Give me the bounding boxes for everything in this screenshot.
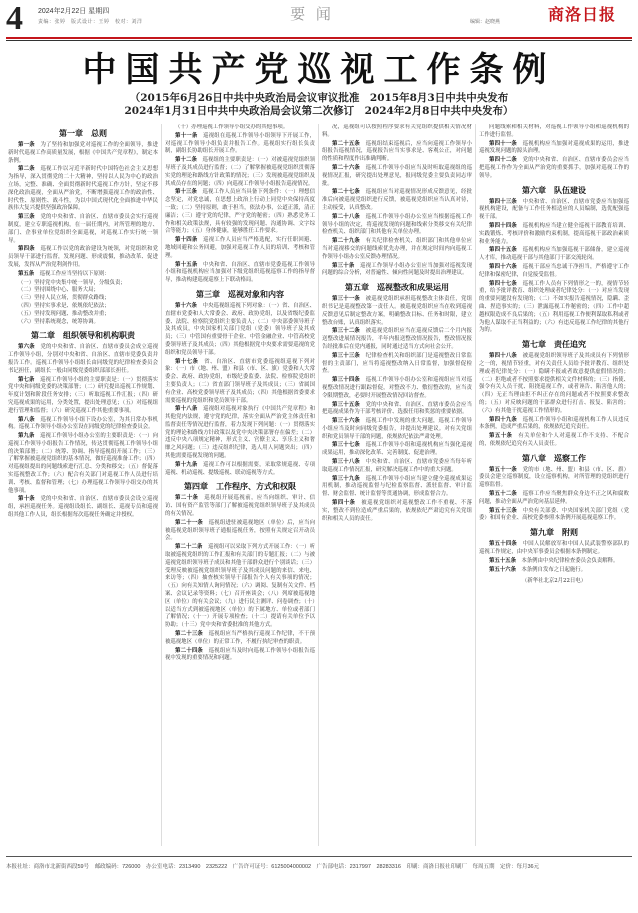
article-text: 有关纪律检查机关、组织部门和其他单位应当对巡视移交的问题线索优先办理，并在规定时间内向巡视工作领导小组办公室反馈办理情况。 xyxy=(322,238,472,260)
article-number: 第二十七条 xyxy=(332,189,361,196)
article-paragraph xyxy=(322,214,472,237)
article-number: 第四十条 xyxy=(332,500,356,507)
article-text: 巡视工作可以根据需要，采取常规巡视、专项巡视、机动巡视、提级巡视、联动巡视等方式。 xyxy=(165,461,315,476)
article-number: 第四十六条 xyxy=(489,263,518,270)
article-paragraph xyxy=(8,417,158,433)
article-text: 中央有关部委、中央国家机关部门党组（党委）和国有企业、高校党委参照本条例开展巡视巡察工作。 xyxy=(479,507,629,522)
article-text: 中央巡视组巡视下列对象：（一）省、自治区、直辖市党委和人大常委会、政府、政协党组，以及省级纪委监委、法院、检察院党组织主要负责人；（二）中央部委领导班子及其成员，中央国家机关部门党组（党委）领导班子及其成员；（三）中管国有重要骨干企业、中管金融企业、中管高校党委领导班子及其成员；（四）其他根据党中央要求需要巡视的党组织和党员领导干部。 xyxy=(165,302,315,356)
article-paragraph xyxy=(322,476,472,499)
article-paragraph xyxy=(479,417,629,433)
article-text: 巡视工作领导小组应当及时听取巡视组的巡视情况汇报，研究提出处理意见，报同级党委主要负责同志审批。 xyxy=(322,164,472,187)
article-paragraph xyxy=(479,353,629,415)
article-number: 第二十四条 xyxy=(175,647,204,654)
chapter-heading: 第二章 组织领导和机构职责 xyxy=(31,331,135,341)
header-rule-dark xyxy=(6,40,632,41)
article-text: 省、自治区、直辖市党委巡视组巡视下列对象：（一）市（地、州、盟）和县（市、区、旗）党委和人大常委会、政府、政协党组，市级纪委监委、法院、检察院党组织主要负责人；（二）省直部门领导班子及其成员；（三）省属国有企业、高校党委领导班子及其成员；（四）其他根据省委要求需要巡视的党组织和党员领导干部。 xyxy=(165,358,315,404)
article-text: 巡视组可以采取下列方式开展工作：（一）听取被巡视党组织的工作汇报和有关部门的专题汇报；（二）与被巡视党组织领导班子成员和其他干部群众进行个别谈话；（三）受理反映被巡视党组织领导班子及其成员问题的来信、来电、来访等；（四）抽查核实领导干部报告个人有关事项的情况；（五）向有关知情人询问情况；（六）调阅、复制有关文件、档案、会议记录等资料；（七）召开座谈会；（八）列席被巡视地区（单位）的有关会议；（九）进行民主测评、问卷调查；（十）以适当方式到被巡视地区（单位）的下属地方、单位或者部门了解情况；（十一）开展专项检查；（十二）提请有关单位予以协助；（十三）党中央和省委批准的其他方式。 xyxy=(165,544,315,629)
article-number: 第三十七条 xyxy=(332,442,361,449)
article-number: 第三条 xyxy=(18,214,35,221)
list-item: （四）坚持实事求是、依规依纪依法； xyxy=(18,302,110,309)
chapter-heading: 第三章 巡视对象和内容 xyxy=(196,289,284,299)
article-paragraph xyxy=(165,262,315,285)
article-number: 第三十九条 xyxy=(332,475,361,482)
article-paragraph xyxy=(8,271,158,279)
article-paragraph xyxy=(165,495,315,518)
article-number: 第十二条 xyxy=(175,157,197,164)
article-paragraph xyxy=(165,631,315,647)
editor-credits: 责编：张婷 版式设计：王婷 校对：刘洋 xyxy=(38,19,143,25)
article-paragraph xyxy=(322,238,472,261)
article-number: 第二十五条 xyxy=(332,140,361,147)
article-text: 巡视工作领导小组和巡视机构应当强化巡视成果运用，推动深化改革、完善制度、促进治理。 xyxy=(322,442,472,457)
article-paragraph xyxy=(8,214,158,245)
article-number: 第五十二条 xyxy=(489,491,518,498)
list-item: （一）坚持党中央集中统一领导，分级负责； xyxy=(18,279,126,286)
article-text: 巡视组在巡视工作领导小组领导下开展工作，对巡视工作领导小组负责并报告工作。巡视组实行组长负责制，副组长协助组长开展工作。 xyxy=(165,132,315,155)
article-number: 第七条 xyxy=(18,376,35,383)
page-header xyxy=(0,0,638,40)
article-number: 第八条 xyxy=(18,416,35,423)
article-paragraph xyxy=(165,648,315,664)
article-number: 第五十六条 xyxy=(489,566,516,573)
list-item: （二）坚持围绕中心、服务大局； xyxy=(18,287,99,294)
article-number: 第二十条 xyxy=(175,495,199,502)
article-text: 中央和省、自治区、直辖市党委巡视工作领导小组和巡视机构应当加强对下级党组织巡视巡察工作的指导督导，推动构建巡视巡察上下联动格局。 xyxy=(165,261,315,284)
text-column xyxy=(165,124,315,846)
article-paragraph xyxy=(165,544,315,630)
article-number: 第四十七条 xyxy=(489,280,518,287)
article-number: 第五十三条 xyxy=(489,507,518,514)
article-text: 巡视工作中发现的重大问题，巡视工作领导小组应当及时向同级党委报告，并提出处理建议。对有关党组织和党员领导干部的问题，依规依纪依法严肃处理。 xyxy=(322,418,472,440)
article-text: 巡视工作以党的政治建设为统领，对党组织和党员领导干部进行监督，发现问题、形成震慑，推动改革、促进发展，发挥从严治党利剑作用。 xyxy=(8,246,158,268)
article-paragraph xyxy=(479,247,629,263)
article-number: 第三十六条 xyxy=(332,418,361,425)
article-text: 巡视工作以习近平新时代中国特色社会主义思想为指导，深入贯彻党的二十大精神，坚持以人民为中心的政治立场，完整、准确、全面贯彻新时代巡视工作方针，坚定不移深化政治巡视，全面从严治党，不断增强巡视工作的政治性、时代性、原则性、战斗性，为以中国式现代化全面推进中华民族伟大复兴提供坚强政治保障。 xyxy=(8,166,158,212)
article-number: 第四十八条 xyxy=(489,353,518,360)
article-text: 巡视组结束巡视后，应当向巡视工作领导小组报告巡视情况，巡视报告应当实事求是、客观公正，对问题的性质和程度作出准确判断。 xyxy=(322,140,472,163)
list-item: （三）坚持人民立场，贯彻群众路线； xyxy=(18,295,110,302)
article-subtitle: 2024年1月31日中共中央政治局会议第二次修订 2024年2月8日中共中央发布） xyxy=(124,105,514,117)
article-text: 巡视工作人员有下列情形之一的，视情节轻重，给予批评教育、组织处理或者纪律处分：（一）对应当发现的重要问题没有发现的；（二）不如实报告巡视情况，隐瞒、歪曲、捏造事实的；（三）泄露巡视工作秘密的；（四）工作中超越权限造成不良后果的；（五）利用巡视工作便利谋取私利或者为他人谋取不正当利益的；（六）有违反巡视工作纪律的其他行为的。 xyxy=(479,280,629,334)
article-number: 第二十八条 xyxy=(332,213,361,220)
article-text: 巡视组应当对巡视情况形成反馈意见，经批准后向被巡视党组织进行反馈，被巡视党组织应当认真对待，主动接受，认真整改。 xyxy=(322,189,472,211)
article-paragraph xyxy=(479,567,629,575)
column-divider xyxy=(161,124,162,846)
article-number: 第五条 xyxy=(18,270,35,277)
article-number: 第二条 xyxy=(18,166,35,173)
article-paragraph xyxy=(479,433,629,449)
article-number: 第四十三条 xyxy=(489,198,518,205)
article-number: 第三十五条 xyxy=(332,401,361,408)
article-text: 巡视工作领导小组应当建立健全巡视成果运用机制，推动巡视监督与纪检监察监督、派驻监督、审计监督、财会监督、统计监督等贯通协调，形成监督合力。 xyxy=(322,475,472,498)
article-number: 第十四条 xyxy=(175,237,198,244)
issue-date: 2024年2月22日 星期四 xyxy=(38,8,110,15)
article-paragraph xyxy=(322,165,472,188)
article-text: 巡视组开展巡视前，应当向组织、审计、信访、国有资产监管等部门了解被巡视党组织领导班子及其成员的有关情况。 xyxy=(165,495,315,518)
article-text: 本条例自发布之日起施行。 xyxy=(521,566,587,573)
article-text: 党的中央和省、自治区、直辖市委员会应当把巡视工作作为全面从严治党的重要抓手，加强对巡视工作的领导。 xyxy=(479,157,629,179)
column-divider xyxy=(318,124,319,846)
article-text: 巡视机构应当加强对巡视成果的运用，推进巡视发现问题的源头治理。 xyxy=(479,140,629,155)
article-number: 第二十二条 xyxy=(175,544,203,551)
article-text: 巡视组对巡视对象执行《中国共产党章程》和其他党内法规，遵守党的纪律，落实全面从严治党主体责任和监督责任等情况进行监督，着力发现下列问题：（一）贯彻落实党的理论和路线方针政策以及党中央决策部署存在偏差；（二）违反中央八项规定精神，形式主义、官僚主义、享乐主义和奢靡之风问题；（三）违反组织纪律，选人用人问题突出；（四）其他需要巡视发现的问题。 xyxy=(165,406,315,460)
chapter-heading: 第一章 总则 xyxy=(59,129,107,138)
article-text: 巡视机构应当加强巡视干部储备，建立巡视人才库，推动巡视干部与其他部门干部交流轮岗。 xyxy=(479,247,629,262)
article-text: 中央和省、自治区、直辖市党委应当每年听取巡视工作情况汇报，研究解决巡视工作中的重大问题。 xyxy=(322,459,472,473)
article-text: 党的中央和省、自治区、直辖市委员会实行巡视制度，建立专职巡视机构，在一届任期内，对所管理的地方、部门、企事业单位党组织全面巡视，对巡视工作实行统一领导。 xyxy=(8,214,158,244)
article-paragraph xyxy=(479,124,629,140)
article-paragraph xyxy=(165,237,315,260)
article-paragraph xyxy=(322,442,472,458)
article-paragraph xyxy=(322,189,472,212)
section-label: 要 闻 xyxy=(290,5,334,23)
article-paragraph xyxy=(322,296,472,327)
article-paragraph xyxy=(479,281,629,336)
article-number: 第五十四条 xyxy=(489,541,518,548)
article-number: 第三十一条 xyxy=(332,296,361,303)
article-number: 第三十四条 xyxy=(332,377,361,384)
column-divider xyxy=(475,124,476,846)
article-text: 巡察工作应当聚焦群众身边不正之风和腐败问题，推动全面从严治党向基层延伸。 xyxy=(479,491,629,505)
article-text: 巡视工作领导小组办公室应当加强对巡视发现问题的综合分析，对普遍性、倾向性问题及时提出治理建议。 xyxy=(322,262,472,277)
text-column xyxy=(322,124,472,846)
article-paragraph xyxy=(165,124,315,132)
article-text: 党的市（地、州、盟）和县（市、区、旗）委员会建立巡察制度，设立巡察机构，对所管理的党组织进行巡察监督。 xyxy=(479,466,629,489)
article-text: 巡视工作领导小组办公室应当根据巡视工作领导小组的决定，将巡视发现的问题和线索分类移交有关纪律检查机关、组织部门和其他有关单位办理。 xyxy=(322,213,472,236)
article-paragraph xyxy=(322,353,472,376)
article-paragraph xyxy=(8,166,158,213)
article-number: 第三十二条 xyxy=(332,328,361,335)
article-paragraph xyxy=(322,124,472,140)
article-text: 巡视工作领导小组办公室的主要职责是：（一）向巡视工作领导小组报告工作情况，传达贯彻巡视工作领导小组的决策部署；（二）统筹、协调、指导巡视组开展工作；（三）了解掌握被巡视党组织的基本情况，做好巡视准备工作；（四）对巡视组提出的问题线索进行汇总、分类和移交；（五）督促落实巡视整改工作；（六）配合有关部门对巡视工作人员进行培训、考核、监督和管理；（七）办理巡视工作领导小组交办的其他事项。 xyxy=(8,433,158,494)
article-text: 党的中央和省、自治区、直辖市委员会成立巡视工作领导小组，分别对中央和省、自治区、直辖市党委负责并报告工作。巡视工作领导小组组长由同级党的纪律检查委员会书记担任，副组长一般由同级党委组织部部长担任。 xyxy=(8,344,158,374)
article-text: 被巡视党组织对巡视整改工作不重视、不落实，整改不到位造成严重后果的，依规依纪严肃追究有关党组织和相关人员的责任。 xyxy=(322,500,472,522)
article-number: 第四十四条 xyxy=(489,222,518,229)
article-paragraph xyxy=(165,520,315,543)
article-paragraph xyxy=(322,377,472,400)
article-number: 第十一条 xyxy=(175,132,198,139)
article-paragraph xyxy=(8,433,158,495)
article-paragraph xyxy=(479,508,629,524)
article-paragraph xyxy=(322,459,472,475)
article-paragraph xyxy=(479,541,629,557)
page-editors: 编辑：赵晓燕 xyxy=(470,19,501,25)
article-paragraph xyxy=(322,402,472,418)
article-text: 问题线索和相关材料，对巡视工作领导小组和巡视机构的工作进行监督。 xyxy=(479,124,629,138)
article-text: 中央和省、自治区、直辖市党委应当加强巡视机构建设，配备与工作任务相适应的人员编制，选优配强巡视干部。 xyxy=(479,198,629,221)
chapter-heading: 第八章 巡察工作 xyxy=(522,453,586,463)
article-number: 第二十六条 xyxy=(332,164,361,171)
article-paragraph xyxy=(479,157,629,180)
page-number: 4 xyxy=(6,0,23,37)
chapter-heading: 第六章 队伍建设 xyxy=(522,185,586,195)
article-number: 第二十三条 xyxy=(175,631,204,638)
article-number: 第四十二条 xyxy=(489,157,518,164)
list-item: （六）坚持系统观念，统筹协调。 xyxy=(18,318,99,325)
article-text: 巡视工作领导小组办公室和巡视组应当对巡视整改情况进行跟踪督促，对整改不力、敷衍整改的，应当责令限期整改，必要时开展整改情况回访督查。 xyxy=(322,377,472,399)
article-number: 第五十五条 xyxy=(489,557,516,564)
article-text: 巡视组的主要职责是：（一）对被巡视党组织领导班子及其成员进行监督；（二）了解掌握被巡视党组织贯彻落实党的理论和路线方针政策的情况；（三）发现被巡视党组织及其成员存在的问题；（四）向巡视工作领导小组报告巡视情况。 xyxy=(165,157,315,187)
article-paragraph xyxy=(322,328,472,351)
article-paragraph xyxy=(322,141,472,164)
article-subtitle: （2015年6月26日中共中央政治局会议审议批准 2015年8月3日中共中央发布 xyxy=(129,92,509,104)
article-number: 第三十条 xyxy=(332,262,355,269)
article-paragraph xyxy=(8,377,158,416)
article-paragraph xyxy=(165,462,315,478)
article-paragraph xyxy=(165,359,315,406)
article-number: 第十六条 xyxy=(175,302,197,309)
article-title: 中国共产党巡视工作条例 xyxy=(82,50,556,90)
footer-rule xyxy=(6,856,632,857)
article-number: 第十七条 xyxy=(175,358,199,365)
text-column xyxy=(8,124,158,846)
article-paragraph xyxy=(479,199,629,222)
header-rule-red xyxy=(6,37,632,39)
article-text: 巡视工作应当坚持以下原则： xyxy=(39,270,110,277)
article-paragraph xyxy=(479,467,629,490)
article-paragraph xyxy=(322,418,472,441)
article-paragraph xyxy=(322,263,472,279)
chapter-heading: 第四章 工作程序、方式和权限 xyxy=(184,482,296,492)
article-text: 被巡视党组织承担巡视整改主体责任，党组织书记是巡视整改第一责任人。被巡视党组织应当在收到巡视反馈意见后制定整改方案，明确整改目标、任务和时限，建立整改台账，认真组织落实。 xyxy=(322,296,472,326)
article-text: 巡视工作领导小组的主要职责是：（一）贯彻落实党中央和同级党委的决策部署；（二）研究提出巡视工作规划、年度计划和阶段任务安排；（三）听取巡视工作汇报；（四）研究巡视成果的运用，分类处置，提出处理意见；（五）对巡视组进行管理和监督；（六）研究巡视工作其他重要事项。 xyxy=(8,376,158,414)
article-number: 第四十五条 xyxy=(489,247,518,254)
article-number: 第二十九条 xyxy=(332,238,361,245)
article-paragraph xyxy=(479,223,629,246)
article-body xyxy=(8,124,630,846)
article-paragraph xyxy=(8,344,158,375)
article-text: 巡视工作领导小组下设办公室，为其日常办事机构。巡视工作领导小组办公室设在同级党的纪律检查委员会。 xyxy=(8,416,158,431)
article-text: 巡视组进驻被巡视地区（单位）后，应当向被巡视党组织领导班子通报巡视任务，按照有关规定召开动员会。 xyxy=(165,519,315,542)
article-paragraph xyxy=(479,264,629,280)
article-paragraph xyxy=(479,558,629,566)
article-paragraph xyxy=(479,141,629,157)
article-text: 巡视机构应当建立健全巡视干部教育培训、实践锻炼、考核评价和激励约束机制，提高巡视干部政治素质和业务能力。 xyxy=(479,222,629,245)
article-text: 巡视工作人员应当具备下列条件：（一）理想信念坚定，对党忠诚，在思想上政治上行动上同党中央保持高度一致；（二）坚持原则，敢于担当，依法办事，公道正派，清正廉洁；（三）遵守党的纪律，严守党的秘密；（四）熟悉党务工作和相关政策法规，具有较强的发现问题、沟通协调、文字综合等能力；（五）身体健康，能够胜任工作要求。 xyxy=(165,189,315,235)
list-item: （五）坚持发现问题、推动整改并重； xyxy=(18,310,110,317)
article-text: （十）办理巡视工作领导小组交办的其他事项。 xyxy=(175,124,289,130)
article-text: 巡视工作人员应当严格选配，实行任职回避、地域回避和公务回避，加强对巡视工作人员的培训、考核和管理。 xyxy=(165,237,315,259)
article-paragraph xyxy=(479,491,629,507)
article-text: 中国人民解放军和中国人民武装警察部队的巡视工作规定，由中央军事委员会根据本条例制定。 xyxy=(479,541,629,556)
article-paragraph xyxy=(165,406,315,461)
article-text: 巡视组应当及时向巡视工作领导小组报告巡视中发现的重要情况和问题。 xyxy=(165,647,315,662)
chapter-heading: 第五章 巡视整改和成果运用 xyxy=(345,283,449,293)
article-text: 被巡视党组织领导班子及其成员有下列情形之一的，视情节轻重，对有关责任人员给予批评教育、组织处理或者纪律处分：（一）隐瞒不报或者故意提供虚假情况的；（二）拒绝或者不按照要求提供相关文件材料的；（三）指使、强令有关人员干扰、阻挠巡视工作，或者诬告、陷害他人的；（四）无正当理由拒不纠正存在的问题或者不按照要求整改的；（五）对反映问题的干部群众进行打击、报复、陷害的；（六）有其他干扰巡视工作情形的。 xyxy=(479,353,629,414)
article-text: 巡视干部应当忠诚干净担当，严格遵守工作纪律和保密纪律，自觉接受监督。 xyxy=(479,263,629,278)
article-text: 党的中央和省、自治区、直辖市委员会设立巡视组，承担巡视任务。巡视组设组长、副组长、巡视专员和巡视组其他工作人员，组长根据每次巡视任务确定并授权。 xyxy=(8,496,158,519)
article-number: 第十八条 xyxy=(175,406,198,413)
article-text: 党的中央和省、自治区、直辖市委员会应当把巡视成果作为干部考核评价、选拔任用和奖惩的重要依据。 xyxy=(322,401,472,416)
article-number: 第三十三条 xyxy=(332,352,361,359)
article-text: 巡视工作领导小组和巡视机构工作人员违反本条例，造成严重后果的，依规依纪追究责任。 xyxy=(479,416,629,431)
article-number: 第十条 xyxy=(18,496,35,503)
article-source: （新华社北京2月22日电） xyxy=(521,578,587,585)
article-number: 第四条 xyxy=(18,246,35,253)
article-number: 第九条 xyxy=(18,433,35,440)
article-text: 被巡视党组织应当在巡视反馈后二个月内报送整改进展情况报告，半年内报送整改情况报告，整改情况报告经批准后在党内通报，同时通过适当方式向社会公开。 xyxy=(322,328,472,350)
text-column xyxy=(479,124,629,846)
article-paragraph xyxy=(8,496,158,519)
article-paragraph xyxy=(165,157,315,188)
article-number: 第五十一条 xyxy=(489,466,518,473)
article-number: 第一条 xyxy=(18,142,35,148)
article-number: 第十三条 xyxy=(175,189,197,196)
chapter-heading: 第七章 责任追究 xyxy=(522,340,586,350)
article-text: 有关单位和个人对巡视工作不支持、不配合的，依规依纪追究有关人员责任。 xyxy=(479,433,629,447)
footer-info: 本报社址：商洛市北新街西段59号 邮政编码：726000 办公室电话：2313490 2325222 广告许可证号：6125004000002 广告部电话：2317997 28283316 印刷：商洛日报社印刷厂 每周五期 定价：每月36元 xyxy=(6,864,540,870)
article-paragraph xyxy=(8,142,158,165)
article-text: 为了坚持和加强党对巡视工作的全面领导，推进新时代巡视工作高质量发展，根据《中国共产党章程》，制定本条例。 xyxy=(8,142,158,164)
chapter-heading: 第九章 附则 xyxy=(530,528,578,538)
article-number: 第二十一条 xyxy=(175,519,204,526)
article-text: 纪律检查机关和组织部门是巡视整改日常监督的主责部门，应当将巡视整改纳入日常监督，加强督促检查。 xyxy=(322,352,472,375)
article-number: 第三十八条 xyxy=(332,459,361,466)
article-paragraph xyxy=(165,189,315,236)
article-number: 第四十九条 xyxy=(489,416,518,423)
article-paragraph xyxy=(165,303,315,358)
article-paragraph xyxy=(322,500,472,523)
article-text: 况，巡视组可以按照程序要求有关党组织提供相关情况材料。 xyxy=(322,124,472,138)
article-text: 巡视组应当严格执行巡视工作纪律，不干预被巡视地区（单位）的正常工作，不履行执纪审查的职责。 xyxy=(165,631,315,645)
article-paragraph xyxy=(8,246,158,269)
article-number: 第五十条 xyxy=(489,433,513,440)
article-number: 第六条 xyxy=(18,344,35,351)
newspaper-logo: 商洛日报 xyxy=(548,5,617,24)
article-text: 本条例由中央纪律检查委员会负责解释。 xyxy=(521,557,619,564)
article-number: 第十九条 xyxy=(175,461,198,468)
article-number: 第四十一条 xyxy=(489,140,518,147)
article-number: 第十五条 xyxy=(175,261,198,268)
article-paragraph xyxy=(165,133,315,156)
